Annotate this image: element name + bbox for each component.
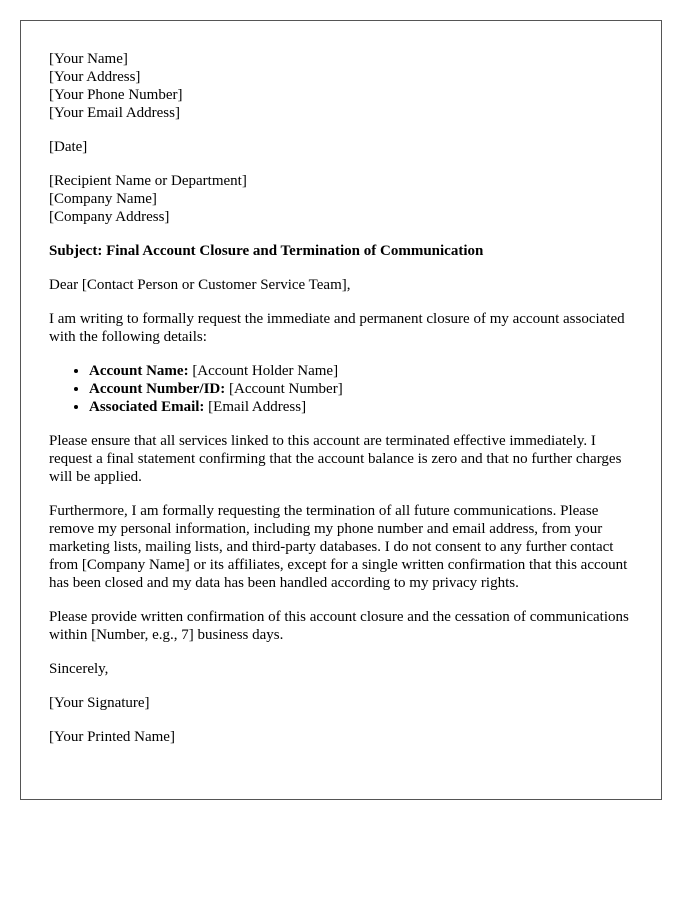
sender-email: [Your Email Address] — [49, 105, 180, 121]
letter-date: [Date] — [49, 139, 88, 155]
detail-label: Account Name: — [89, 363, 189, 379]
list-item — [89, 398, 633, 416]
detail-value: [Account Holder Name] — [188, 363, 339, 379]
sender-name: [Your Name] — [49, 51, 128, 67]
letter-subject: Subject: Final Account Closure and Termination of Communication — [49, 243, 484, 259]
communications-paragraph: Furthermore, I am formally requesting the termination of all future communications. Please remove my personal information, including my phone number and email address, from your marketing lists, mailing lists, and third-party databases. I do not consent to any further contact from [Company Name] or its affiliates, except for a single written confirmation that this account has been closed and my data has been handled according to my privacy rights. — [49, 503, 628, 591]
closing: Sincerely, — [49, 661, 109, 677]
recipient-address: [Company Address] — [49, 209, 170, 225]
sender-phone: [Your Phone Number] — [49, 87, 183, 103]
detail-value: [Account Number] — [225, 381, 343, 397]
letter-page — [20, 20, 662, 800]
list-item — [89, 362, 633, 380]
account-details-list — [49, 362, 633, 416]
recipient-block — [49, 172, 633, 226]
detail-label: Account Number/ID: — [89, 381, 226, 397]
intro-paragraph: I am writing to formally request the immediate and permanent closure of my account associated with the following details: — [49, 311, 625, 345]
date-block — [49, 138, 633, 156]
recipient-name: [Recipient Name or Department] — [49, 173, 247, 189]
detail-label: Associated Email: — [89, 399, 205, 415]
sender-block — [49, 50, 633, 122]
detail-value: [Email Address] — [204, 399, 307, 415]
signature: [Your Signature] — [49, 695, 150, 711]
recipient-company: [Company Name] — [49, 191, 157, 207]
services-paragraph: Please ensure that all services linked to this account are terminated effective immediately. I request a final statement confirming that the account balance is zero and that no further charges will be applied. — [49, 433, 622, 485]
list-item — [89, 380, 633, 398]
confirmation-paragraph: Please provide written confirmation of this account closure and the cessation of communications within [Number, e.g., 7] business days. — [49, 609, 629, 643]
salutation: Dear [Contact Person or Customer Service Team], — [49, 277, 351, 293]
sender-address: [Your Address] — [49, 69, 141, 85]
printed-name: [Your Printed Name] — [49, 729, 175, 745]
